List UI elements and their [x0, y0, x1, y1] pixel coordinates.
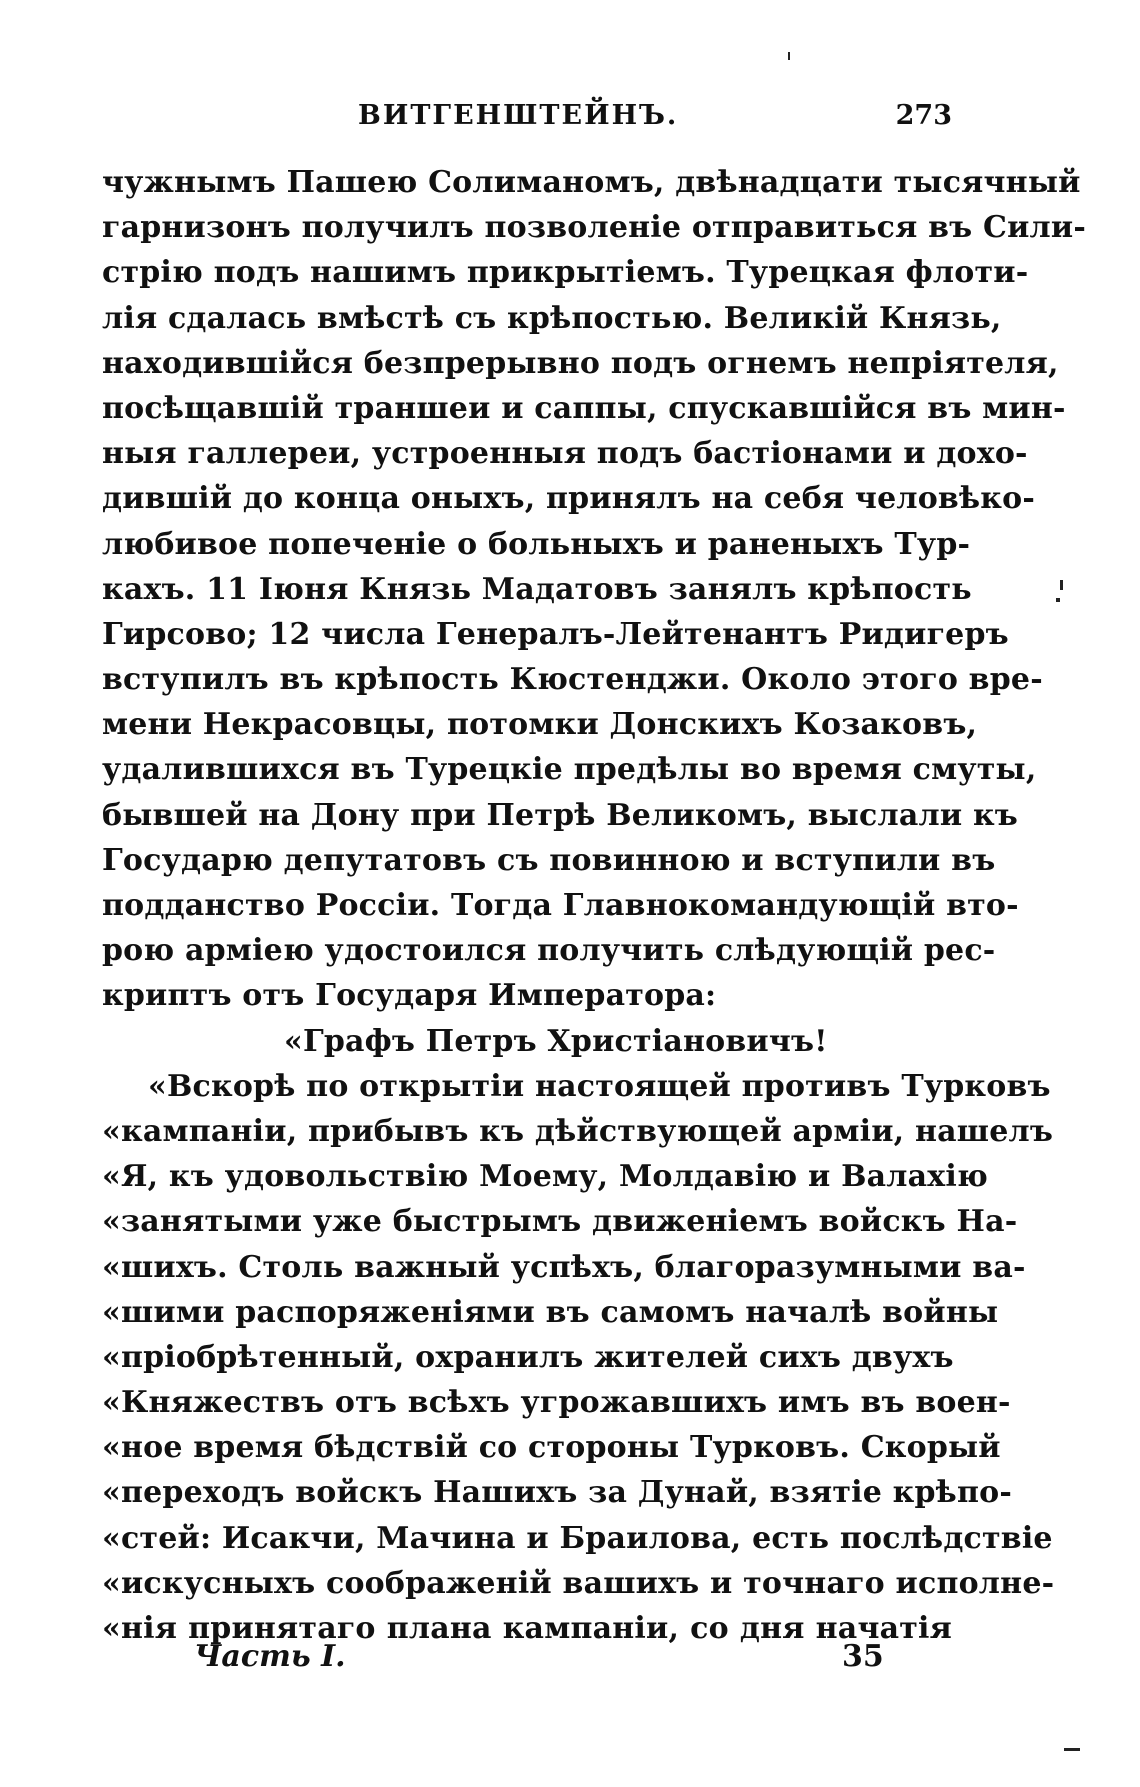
main-text: [102, 160, 1086, 1651]
scan-speck: [788, 52, 790, 60]
letter-line: «кампанiи, прибывъ къ дѣйствующей армiи, нашелъ: [102, 1113, 1054, 1149]
page-header: [102, 96, 952, 140]
letter-salutation: «Графъ Петръ Христiановичъ!: [284, 1023, 828, 1059]
letter-line: «Я, къ удовольствiю Моему, Молдавiю и Валахiю: [102, 1159, 988, 1195]
text-line: бывшей на Дону при Петрѣ Великомъ, выслали къ: [102, 797, 1019, 833]
letter-line: «прiобрѣтенный, охранилъ жителей сихъ двухъ: [102, 1339, 954, 1375]
text-line: любивое попеченiе о больныхъ и раненыхъ Тур-: [102, 526, 971, 562]
signature-number: 35: [842, 1639, 884, 1674]
text-line: Государю депутатовъ съ повинною и вступили въ: [102, 842, 996, 878]
scan-speck: [1060, 580, 1063, 590]
text-line: чужнымъ Пашею Солиманомъ, двѣнадцати тысячный: [102, 165, 1081, 200]
letter-line: «шими распоряженiями въ самомъ началѣ войны: [102, 1294, 999, 1330]
scan-speck: [1064, 1748, 1080, 1751]
letter-line: «Вскорѣ по открытiи настоящей противъ Турковъ: [148, 1068, 1051, 1104]
text-line: находившiйся безпрерывно подъ огнемъ непрiятеля,: [102, 345, 1059, 381]
text-line: вступилъ въ крѣпость Кюстенджи. Около этого вре-: [102, 662, 1043, 698]
text-line: посѣщавшiй траншеи и саппы, спускавшiйся въ мин-: [102, 390, 1066, 426]
letter-line: «шихъ. Столь важный успѣхъ, благоразумными ва-: [102, 1249, 1026, 1285]
scan-speck: [1056, 598, 1060, 602]
text-line: ныя галлереи, устроенныя подъ бастiонами и дохо-: [102, 436, 1028, 472]
text-line: криптъ отъ Государя Императора:: [102, 978, 717, 1014]
text-line: кахъ. 11 Iюня Князь Мадатовъ занялъ крѣпость: [102, 571, 972, 607]
text-line: мени Некрасовцы, потомки Донскихъ Козаковъ,: [102, 707, 978, 743]
text-line: подданство Россiи. Тогда Главнокомандующiй вто-: [102, 888, 1019, 923]
letter-line: «нiя принятаго плана кампанiи, со дня начатiя: [102, 1611, 952, 1646]
text-line: рою армiею удостоился получить слѣдующiй рес-: [102, 933, 996, 969]
page-number: 273: [895, 100, 952, 131]
page-footer: [102, 1634, 952, 1680]
text-line: Гирсово; 12 числа Генералъ-Лейтенантъ Ридигеръ: [102, 616, 1009, 652]
text-line: стрiю подъ нашимъ прикрытiемъ. Турецкая флоти-: [102, 255, 1029, 291]
text-line: лiя сдалась вмѣстѣ съ крѣпостью. Великiй Князь,: [102, 300, 1002, 336]
letter-line: «стей: Исакчи, Мачина и Браилова, есть послѣдствiе: [102, 1520, 1053, 1556]
letter-line: «ное время бѣдствiй со стороны Турковъ. Скорый: [102, 1430, 1001, 1466]
text-line: удалившихся въ Турецкiе предѣлы во время смуты,: [102, 752, 1037, 788]
text-line: дившiй до конца оныхъ, принялъ на себя человѣко-: [102, 481, 1035, 517]
letter-line: «переходъ войскъ Нашихъ за Дунай, взятie крѣпо-: [102, 1475, 1012, 1511]
text-line: гарнизонъ получилъ позволенie отправиться въ Сили-: [102, 210, 1086, 246]
letter-line: «занятыми уже быстрымъ движенiемъ войскъ На-: [102, 1204, 1018, 1240]
running-title: ВИТГЕНШТЕЙНЪ.: [358, 100, 679, 131]
letter-line: «искусныхъ соображенiй вашихъ и точнаго исполне-: [102, 1565, 1055, 1601]
signature-part: Часть I.: [194, 1639, 346, 1674]
letter-line: «Княжествъ отъ всѣхъ угрожавшихъ имъ въ воен-: [102, 1385, 1011, 1421]
